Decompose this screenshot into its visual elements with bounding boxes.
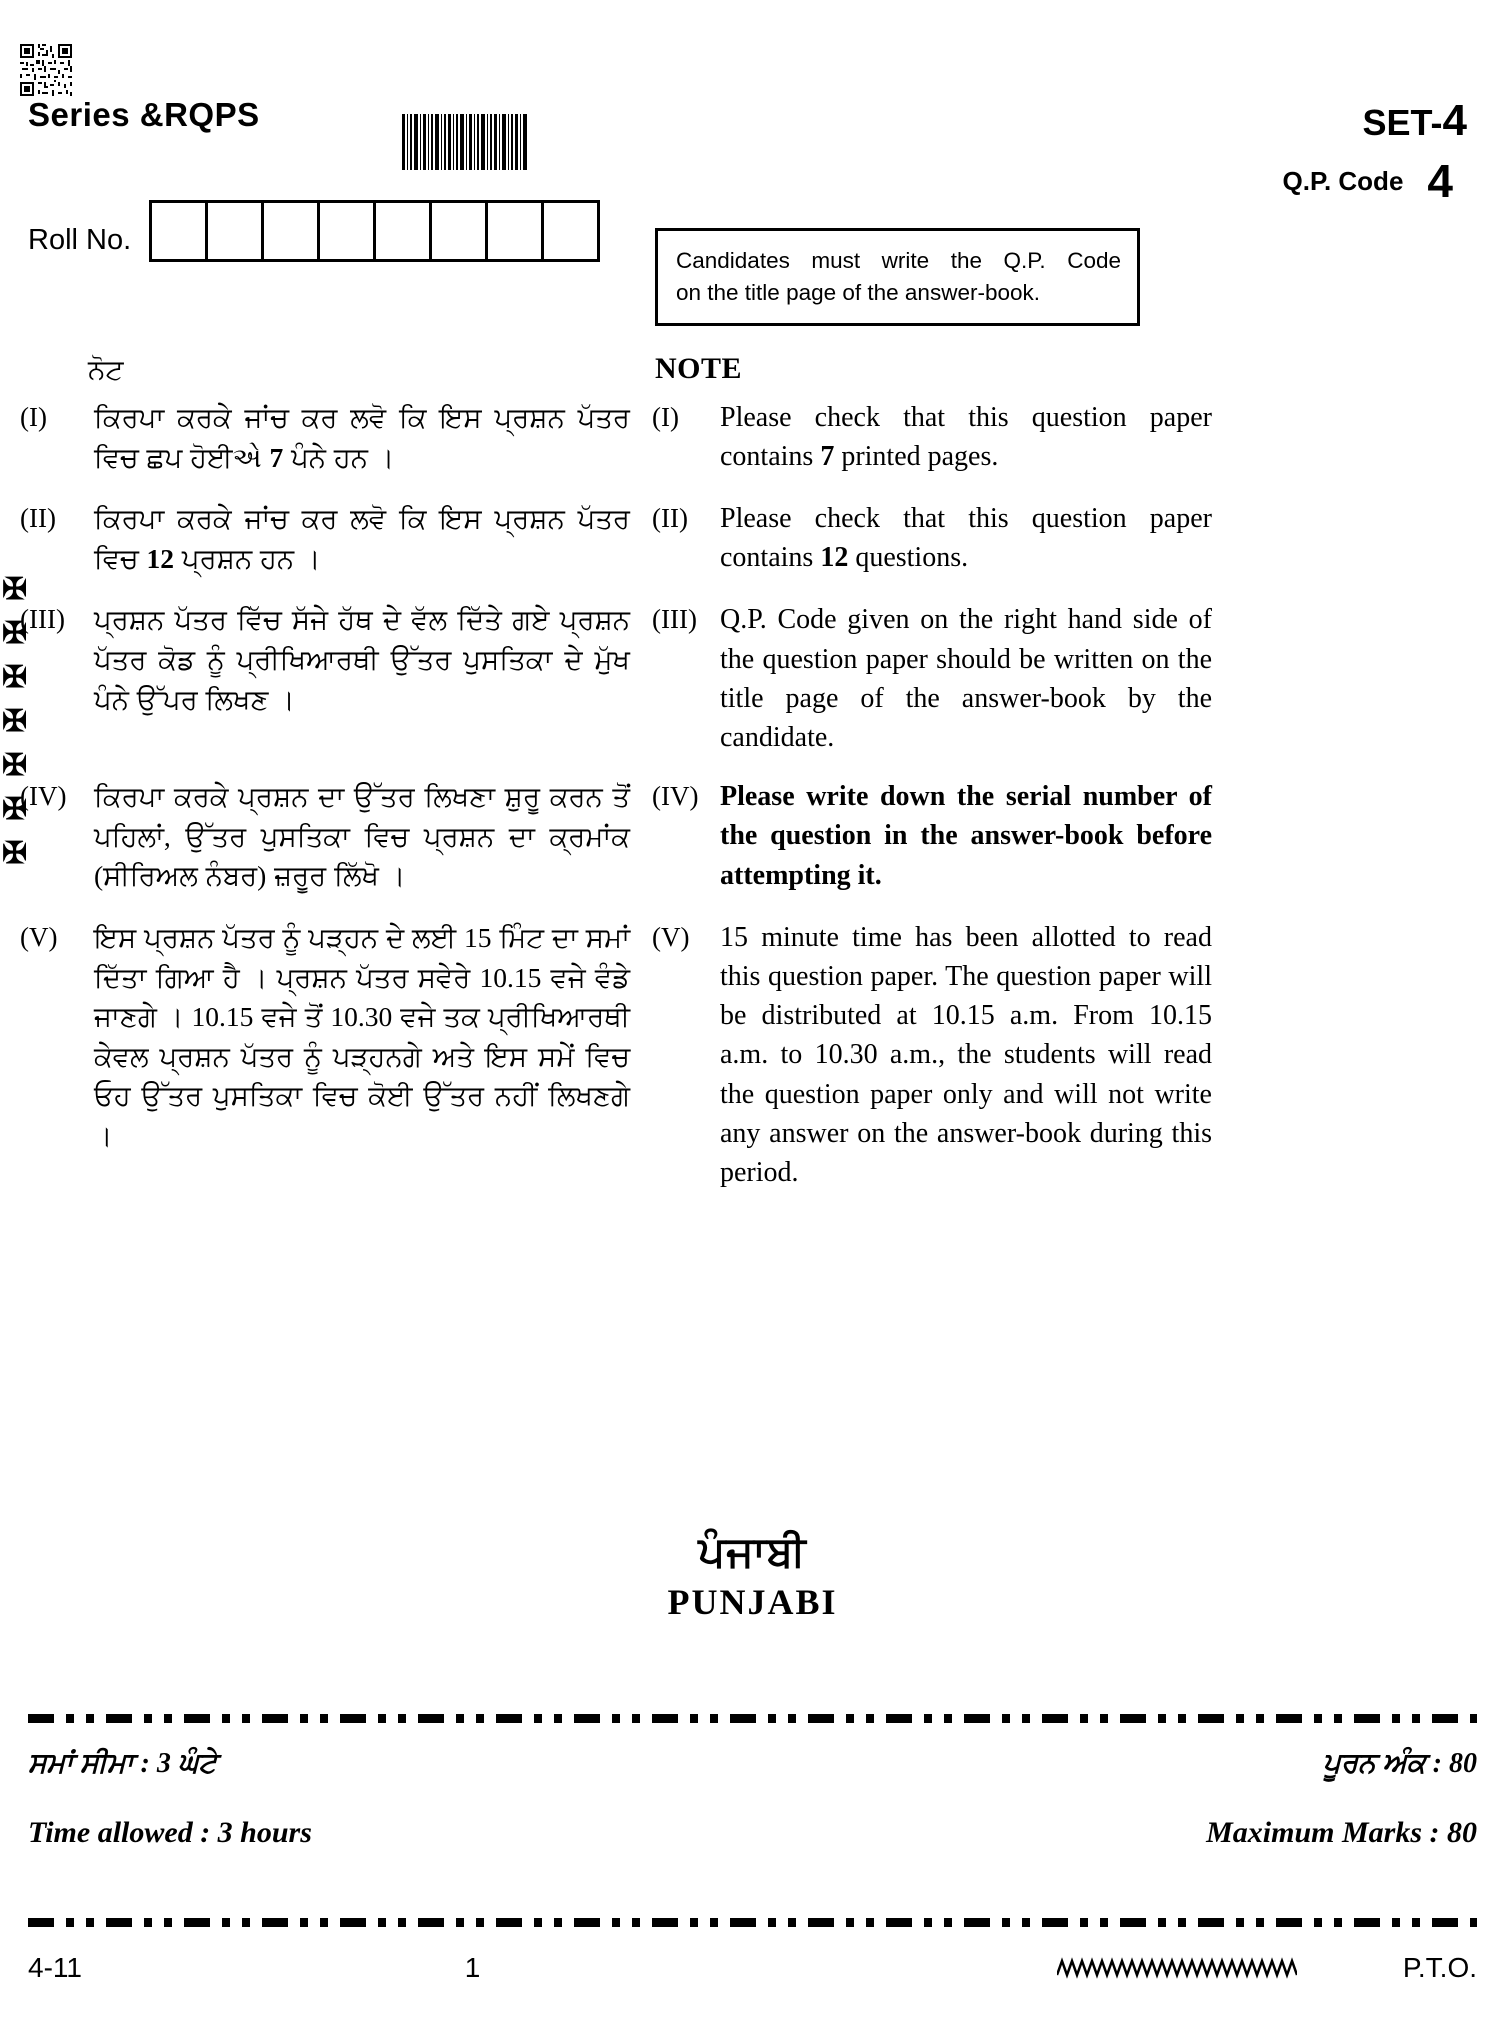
pto-label: P.T.O. <box>1402 1952 1477 1983</box>
roll-no-cell[interactable] <box>376 203 432 259</box>
roll-no-cell[interactable] <box>488 203 544 259</box>
note-item-number-en: (IV) <box>652 781 699 812</box>
qr-code-icon <box>18 42 74 98</box>
note-item-punjabi <box>0 918 640 1156</box>
candidate-instruction-line-2: on the title page of the answer-book. <box>676 279 1040 305</box>
note-heading-english: NOTE <box>655 352 743 385</box>
note-item-text-pa: ਕਿਰਪਾ ਕਰਕੇ ਜਾਂਚ ਕਰ ਲਵੋ ਕਿ ਇਸ ਪ੍ਰਸ਼ਨ ਪੱਤਰ ਵਿਚ ਛਪ ਹੋਈએ 7 ਪੰਨੇ ਹਨ । <box>94 402 630 473</box>
note-item <box>0 499 1505 578</box>
note-item-english <box>640 918 1505 1192</box>
note-item-punjabi <box>0 499 640 578</box>
qp-code-label: Q.P. Code <box>1282 165 1404 196</box>
subject-title <box>0 1530 1505 1623</box>
note-item-number-en: (II) <box>652 503 688 534</box>
note-item-text-pa: ਇਸ ਪ੍ਰਸ਼ਨ ਪੱਤਰ ਨੂੰ ਪੜ੍ਹਨ ਦੇ ਲਈ 15 ਮਿੰਟ ਦਾ ਸਮਾਂ ਦਿੱਤਾ ਗਿਆ ਹੈ । ਪ੍ਰਸ਼ਨ ਪੱਤਰ ਸਵੇਰੇ 10.15 ਵਜੇ ਵੰਡੇ ਜਾਣਗੇ । 10.15 ਵਜੇ ਤੋਂ 10.30 ਵਜੇ ਤਕ ਪ੍ਰੀਖਿਆਰਥੀ ਕੇਵਲ ਪ੍ਰਸ਼ਨ ਪੱਤਰ ਨੂੰ ਪੜ੍ਹਨਗੇ ਅਤੇ ਇਸ ਸਮੇਂ ਵਿਚ ਓਹ ਉੱਤਰ ਪੁਸਤਿਕਾ ਵਿਚ ਕੋਈ ਉੱਤਰ ਨਹੀਂ ਲਿਖਣਗੇ । <box>94 921 630 1151</box>
note-item-punjabi <box>0 398 640 477</box>
note-item <box>0 777 1505 896</box>
page-number: 1 <box>464 1952 481 1983</box>
margin-mark-icon: ✠ <box>2 617 28 650</box>
divider-bottom <box>28 1918 1477 1927</box>
margin-mark-icon: ✠ <box>2 793 28 826</box>
footer-code: 4-11 <box>28 1952 82 1983</box>
roll-no-cell[interactable] <box>208 203 264 259</box>
roll-no-cell[interactable] <box>264 203 320 259</box>
note-item-text-pa: ਪ੍ਰਸ਼ਨ ਪੱਤਰ ਵਿੱਚ ਸੱਜੇ ਹੱਥ ਦੇ ਵੱਲ ਦਿੱਤੇ ਗਏ ਪ੍ਰਸ਼ਨ ਪੱਤਰ ਕੋਡ ਨੂੰ ਪ੍ਰੀਖਿਆਰਥੀ ਉੱਤਰ ਪੁਸਤਿਕਾ ਦੇ ਮੁੱਖ ਪੰਨੇ ਉੱਪਰ ਲਿਖਣ । <box>94 604 630 715</box>
note-item-text-en: Q.P. Code given on the right hand side of the question paper should be written on the title page of the answer-book by the candidate. <box>720 604 1212 753</box>
note-item-text-en: Please check that this question paper contains 12 questions. <box>720 503 1212 574</box>
margin-mark-icon: ✠ <box>2 661 28 694</box>
note-list <box>0 398 1505 1192</box>
roll-no-label: Roll No. <box>28 223 132 256</box>
note-item-english <box>640 398 1505 476</box>
note-item-number-en: (I) <box>652 402 679 432</box>
subject-title-punjabi: ਪੰਜਾਬੀ <box>698 1530 807 1576</box>
margin-mark-icon: ✠ <box>2 837 28 870</box>
exam-meta-punjabi <box>28 1748 1477 1780</box>
margin-mark-icon: ✠ <box>2 573 28 606</box>
margin-mark-icon: ✠ <box>2 749 28 782</box>
note-item <box>0 918 1505 1192</box>
note-item-text-en: 15 minute time has been allotted to read this question paper. The question paper will be distributed at 10.15 a.m. From 10.15 a.m. to 10.30 a.m., the students will read the question paper only and will not write any answer on the answer-book during this period. <box>720 921 1212 1189</box>
roll-no-cell[interactable] <box>544 203 600 259</box>
note-item-number-pa: (IV) <box>20 781 67 812</box>
qp-code-value: 4 <box>1427 155 1453 207</box>
series-label: Series &RQPS <box>28 96 260 133</box>
zigzag-rule-icon <box>1027 1957 1327 1979</box>
maximum-marks-punjabi: ਪੂਰਨ ਅੰਕ : 80 <box>1322 1748 1477 1779</box>
note-item-text-pa: ਕਿਰਪਾ ਕਰਕੇ ਜਾਂਚ ਕਰ ਲਵੋ ਕਿ ਇਸ ਪ੍ਰਸ਼ਨ ਪੱਤਰ ਵਿਚ 12 ਪ੍ਰਸ਼ਨ ਹਨ । <box>94 503 630 574</box>
note-item-text-en: Please write down the serial number of the question in the answer-book before attempting it. <box>720 781 1212 891</box>
note-item-english <box>640 499 1505 577</box>
roll-no-cell[interactable] <box>320 203 376 259</box>
page-footer <box>28 1952 1477 1984</box>
roll-no-cell[interactable] <box>432 203 488 259</box>
margin-mark-icon: ✠ <box>2 705 28 738</box>
set-label <box>1363 96 1468 146</box>
time-allowed-punjabi: ਸਮਾਂ ਸੀਮਾ : 3 ਘੰਟੇ <box>28 1748 217 1779</box>
note-item <box>0 398 1505 477</box>
note-item <box>0 600 1505 757</box>
candidate-instruction-box <box>655 228 1140 326</box>
note-heading-punjabi: ਨੋਟ <box>88 355 124 386</box>
divider-top <box>28 1714 1477 1723</box>
time-allowed-english: Time allowed : 3 hours <box>28 1816 312 1849</box>
note-item-number-en: (V) <box>652 921 690 952</box>
note-item-number-pa: (II) <box>20 503 56 534</box>
note-item-punjabi <box>0 600 640 719</box>
candidate-instruction-line-1: Candidates must write the Q.P. Code <box>676 248 1121 273</box>
note-item-text-en: Please check that this question paper contains 7 printed pages. <box>720 402 1212 473</box>
roll-no-field[interactable] <box>28 200 600 262</box>
note-item-english <box>640 777 1505 895</box>
exam-meta-english <box>28 1816 1477 1850</box>
note-item-number-pa: (I) <box>20 402 47 432</box>
note-item-number-pa: (III) <box>20 604 65 635</box>
subject-title-english: PUNJABI <box>667 1582 838 1623</box>
barcode-icon <box>400 114 530 170</box>
set-label-text: SET- <box>1362 102 1443 143</box>
roll-no-boxes[interactable] <box>149 200 600 262</box>
roll-no-cell[interactable] <box>152 203 208 259</box>
note-item-number-en: (III) <box>652 604 697 635</box>
note-item-number-pa: (V) <box>20 921 58 952</box>
note-item-text-pa: ਕਿਰਪਾ ਕਰਕੇ ਪ੍ਰਸ਼ਨ ਦਾ ਉੱਤਰ ਲਿਖਣਾ ਸ਼ੁਰੂ ਕਰਨ ਤੋਂ ਪਹਿਲਾਂ, ਉੱਤਰ ਪੁਸਤਿਕਾ ਵਿਚ ਪ੍ਰਸ਼ਨ ਦਾ ਕ੍ਰਮਾਂਕ (ਸੀਰਿਅਲ ਨੰਬਰ) ਜ਼ਰੂਰ ਲਿੱਖੋ । <box>94 781 630 892</box>
note-item-punjabi <box>0 777 640 896</box>
qp-code-row <box>1282 155 1467 207</box>
note-item-english <box>640 600 1505 757</box>
set-number: 4 <box>1442 96 1467 145</box>
maximum-marks-english: Maximum Marks : 80 <box>1206 1816 1477 1849</box>
